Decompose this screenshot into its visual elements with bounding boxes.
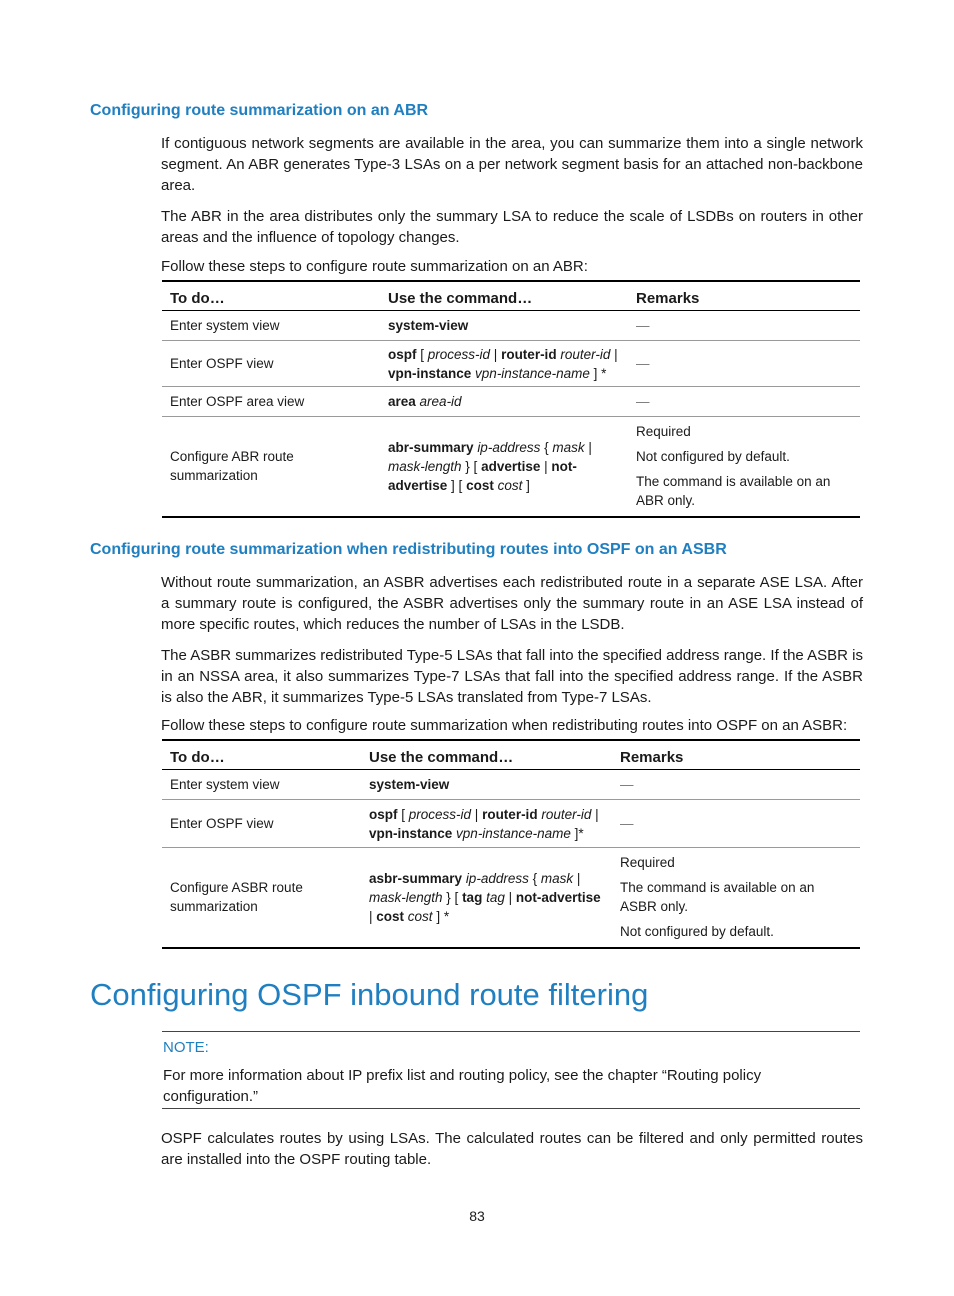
table-row — [162, 387, 860, 417]
header-todo: To do… — [162, 740, 361, 770]
todo-cell: Enter OSPF view — [162, 800, 361, 848]
paragraph: OSPF calculates routes by using LSAs. The calculated routes can be filtered and only permitted routes are installed into the OSPF routing table. — [161, 1130, 863, 1168]
table-intro: Follow these steps to configure route summarization when redistributing routes into OSPF on an ASBR: — [161, 717, 848, 734]
header-todo: To do… — [162, 281, 380, 311]
asbr-command-table — [162, 739, 860, 949]
table-row — [162, 341, 860, 387]
remarks-cell: — — [628, 341, 860, 387]
paragraph: The ASBR summarizes redistributed Type-5 LSAs that fall into the specified address range. If the ASBR is in an NSSA area, it also summarizes Type-7 LSAs that fall into the specified address range. If the ASBR is also the ABR, it summarizes Type-5 LSAs translated from Type-7 LSAs. — [161, 647, 863, 706]
page-number: 83 — [469, 1208, 485, 1224]
table-row — [162, 848, 860, 948]
section-heading-asbr-summarization: Configuring route summarization when redistributing routes into OSPF on an ASBR — [90, 541, 727, 558]
remarks-cell: — — [612, 800, 860, 848]
note-text: For more information about IP prefix list and routing policy, see the chapter “Routing policy configuration.” — [163, 1067, 762, 1105]
command-cell: asbr-summary ip-address { mask | mask-length } [ tag tag | not-advertise | cost cost ] * — [361, 848, 612, 948]
paragraph: If contiguous network segments are available in the area, you can summarize them into a single network segment. An ABR generates Type-3 LSAs on a per network segment basis for an attached non-backbone area. — [161, 135, 863, 194]
command-cell: ospf [ process-id | router-id router-id | vpn-instance vpn-instance-name ]* — [361, 800, 612, 848]
table-row — [162, 770, 860, 800]
table-header-row — [162, 740, 860, 770]
section-heading-abr-summarization: Configuring route summarization on an ABR — [90, 102, 429, 119]
todo-cell: Enter system view — [162, 311, 380, 341]
todo-cell: Enter OSPF area view — [162, 387, 380, 417]
command-cell: ospf [ process-id | router-id router-id | vpn-instance vpn-instance-name ] * — [380, 341, 628, 387]
header-command: Use the command… — [361, 740, 612, 770]
header-remarks: Remarks — [628, 281, 860, 311]
todo-cell: Enter OSPF view — [162, 341, 380, 387]
paragraph: Without route summarization, an ASBR advertises each redistributed route in a separate ASE LSA. After a summary route is configured, the ASBR advertises only the summary route in an ASE LSA instead of more specific routes, which reduces the number of LSAs in the LSDB. — [161, 574, 863, 633]
command-cell: system-view — [361, 770, 612, 800]
note-top-rule — [162, 1031, 860, 1032]
remarks-cell: — — [628, 311, 860, 341]
command-cell: abr-summary ip-address { mask | mask-length } [ advertise | not-advertise ] [ cost cost ] — [380, 417, 628, 517]
header-remarks: Remarks — [612, 740, 860, 770]
todo-cell: Enter system view — [162, 770, 361, 800]
paragraph: The ABR in the area distributes only the summary LSA to reduce the scale of LSDBs on routers in other areas and the influence of topology changes. — [161, 208, 863, 246]
remarks-cell: Required Not configured by default. The command is available on an ABR only. — [628, 417, 860, 517]
table-row — [162, 800, 860, 848]
remarks-cell: — — [612, 770, 860, 800]
abr-command-table — [162, 280, 860, 518]
table-intro: Follow these steps to configure route summarization on an ABR: — [161, 258, 588, 275]
command-cell: system-view — [380, 311, 628, 341]
table-row — [162, 311, 860, 341]
note-label: NOTE: — [163, 1039, 209, 1056]
table-row — [162, 417, 860, 517]
remarks-cell: Required The command is available on an ASBR only. Not configured by default. — [612, 848, 860, 948]
command-cell: area area-id — [380, 387, 628, 417]
todo-cell: Configure ASBR route summarization — [162, 848, 361, 948]
chapter-heading: Configuring OSPF inbound route filtering — [90, 977, 649, 1012]
note-bottom-rule — [162, 1108, 860, 1109]
remarks-cell: — — [628, 387, 860, 417]
table-header-row — [162, 281, 860, 311]
todo-cell: Configure ABR route summarization — [162, 417, 380, 517]
header-command: Use the command… — [380, 281, 628, 311]
